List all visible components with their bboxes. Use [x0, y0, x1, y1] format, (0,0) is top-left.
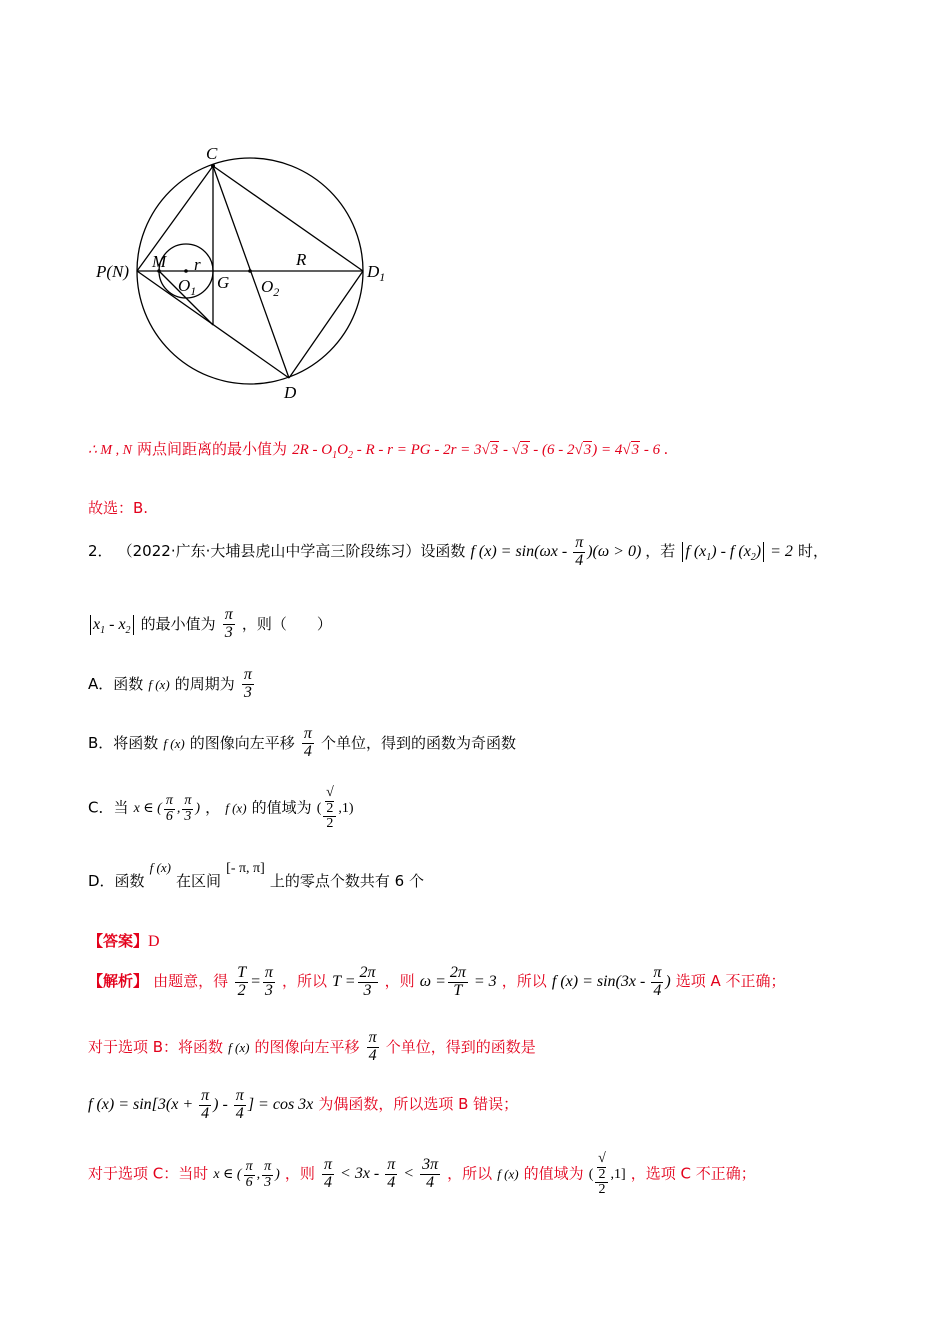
option-C-text: 的值域为 [251, 798, 312, 817]
pi-over-3: $\frac{\pi}{3}$ [224, 606, 233, 641]
label-O2: $O_2$ [261, 277, 280, 299]
label-R: R [296, 250, 307, 269]
conclusion-formula: $2R - O_1O_2$ - R - r = PG - 2r = 3√3 - √3 - (6 - 2√3) = 4√3 - 6 [292, 442, 661, 461]
analysis-t1: 由题意，得 [153, 971, 229, 990]
analysis-label: 【解析】 [88, 971, 149, 990]
option-C-value-range: ( √ 2 2 ,1) [316, 785, 354, 832]
analysis-t4: ，所以 [501, 971, 547, 990]
option-A-label: A．函数 [88, 674, 144, 693]
analysis-b-conclusion: 为偶函数，所以选项 B 错误； [318, 1094, 519, 1113]
option-B-text: 的图像向左平移 [189, 733, 295, 752]
option-A-frac: $\frac{\pi}{3}$ [243, 666, 252, 701]
point-O1 [184, 269, 188, 273]
option-B-label: B．将函数 [88, 733, 159, 752]
point-O2 [248, 269, 252, 273]
option-C-comma: ， [205, 798, 221, 817]
analysis-line-2 [88, 1030, 536, 1065]
option-C-fx: f (x) [225, 800, 247, 816]
option-B-end: 个单位，得到的函数为奇函数 [321, 733, 517, 752]
option-C-label: C．当 [88, 798, 129, 817]
analysis-b-end: 个单位，得到的函数是 [385, 1037, 536, 1056]
option-B [88, 726, 516, 761]
label-r: r [194, 255, 201, 274]
conclusion-text: 两点间距离的最小值为 [137, 440, 288, 458]
label-C: C [206, 144, 218, 163]
analysis-line-4 [88, 1152, 756, 1198]
answer-line [88, 930, 160, 951]
analysis-t3: ，则 [384, 971, 415, 990]
label-D: D [284, 383, 297, 402]
analysis-b-fx: f (x) [228, 1039, 250, 1055]
label-O1: $O_1$ [178, 276, 197, 298]
analysis-c-range: x ∈ ( $\frac{\pi}{6}$ , $\frac{\pi}{3}$ ) [213, 1158, 280, 1190]
analysis-c-fx: f (x) [497, 1166, 519, 1182]
answer-label: 【答案】 [88, 932, 149, 950]
analysis-t2: ，所以 [282, 971, 328, 990]
option-D-interval: [- π, π] [226, 861, 265, 876]
option-D-end: 上的零点个数共有 6 个 [269, 872, 424, 890]
choice-line: 故选：B. [88, 499, 149, 517]
option-D-fx: f (x) [149, 860, 171, 875]
analysis-f-sin: f (x) = sin(3x - $\frac{\pi}{4}$ ) [551, 964, 671, 999]
analysis-b-line: 对于选项 B：将函数 [88, 1037, 224, 1056]
conclusion-period: . [663, 441, 668, 458]
segment-DD1 [289, 271, 363, 378]
min-value-text: 的最小值为 [140, 614, 216, 633]
analysis-c-so: ，所以 [447, 1164, 493, 1183]
analysis-T-value: T = $\frac{2\pi}{3}$ [332, 964, 376, 999]
function-definition: f (x) = sin(ωx - $\frac{\pi}{4}$ )(ω > 0) [470, 534, 642, 569]
point-C [211, 164, 215, 168]
option-D-text: 在区间 [176, 872, 222, 890]
analysis-c-value-range: ( √ 2 2 ,1] [588, 1151, 626, 1198]
segment-CD1 [213, 166, 363, 271]
analysis-b-text: 的图像向左平移 [254, 1037, 360, 1056]
option-C-range: x ∈ ( $\frac{\pi}{6}$ , $\frac{\pi}{3}$ ) [133, 792, 201, 824]
therefore-mn: ∴ M , N [88, 443, 132, 458]
label-G: G [217, 273, 230, 292]
option-A-text: 的周期为 [174, 674, 235, 693]
question-line-2 [88, 607, 332, 642]
analysis-t-ratio: $\frac{T}{2}$ = $\frac{\pi}{3}$ [237, 964, 273, 999]
analysis-c-inequality: $\frac{\pi}{4}$ < 3x - $\frac{\pi}{4}$ < $\frac{3\pi}{4}$ [324, 1156, 439, 1192]
option-D-label: D．函数 [88, 872, 145, 890]
label-M: M [152, 252, 167, 271]
analysis-line-1 [88, 965, 786, 1000]
option-D [88, 860, 424, 891]
geometry-diagram [0, 0, 420, 410]
answer-value: D [148, 933, 160, 950]
question-end: ，则（ ） [241, 614, 332, 633]
conclusion-line [88, 438, 668, 461]
analysis-t5: 选项 A 不正确； [675, 971, 786, 990]
question-if: ，若 [645, 541, 676, 560]
question-when: 时， [798, 541, 829, 560]
label-D1: $D_1$ [367, 262, 386, 284]
abs-x-diff: $x_1 - x_2$ [88, 616, 136, 633]
analysis-c-line: 对于选项 C：当时 [88, 1164, 209, 1183]
abs-difference: f $(x_1)$ - f $(x_2) = 2$ [680, 543, 793, 560]
option-C [88, 786, 354, 832]
question-source: （2022·广东·大埔县虎山中学高三阶段练习）设函数 [117, 541, 466, 560]
analysis-c-end: ，选项 C 不正确； [630, 1164, 756, 1183]
option-B-frac: $\frac{\pi}{4}$ [303, 725, 312, 760]
option-B-fx: f (x) [163, 735, 185, 751]
label-P-N: P(N) [96, 262, 130, 281]
analysis-c-then: ，则 [284, 1164, 315, 1183]
option-A-fx: f (x) [148, 676, 170, 692]
analysis-b-frac: $\frac{\pi}{4}$ [368, 1029, 377, 1064]
question-number: 2． [88, 541, 113, 560]
analysis-omega: ω = $\frac{2\pi}{T}$ = 3 [419, 964, 497, 999]
question-line-1 [88, 535, 828, 570]
option-A [88, 667, 256, 702]
segment-CP [137, 166, 213, 271]
analysis-c-text: 的值域为 [523, 1164, 584, 1183]
analysis-line-3 [88, 1088, 518, 1123]
analysis-f2: f (x) = sin[3(x + $\frac{\pi}{4}$ ) - $\frac{\pi}{4}$ ] = cos 3x [88, 1087, 314, 1122]
